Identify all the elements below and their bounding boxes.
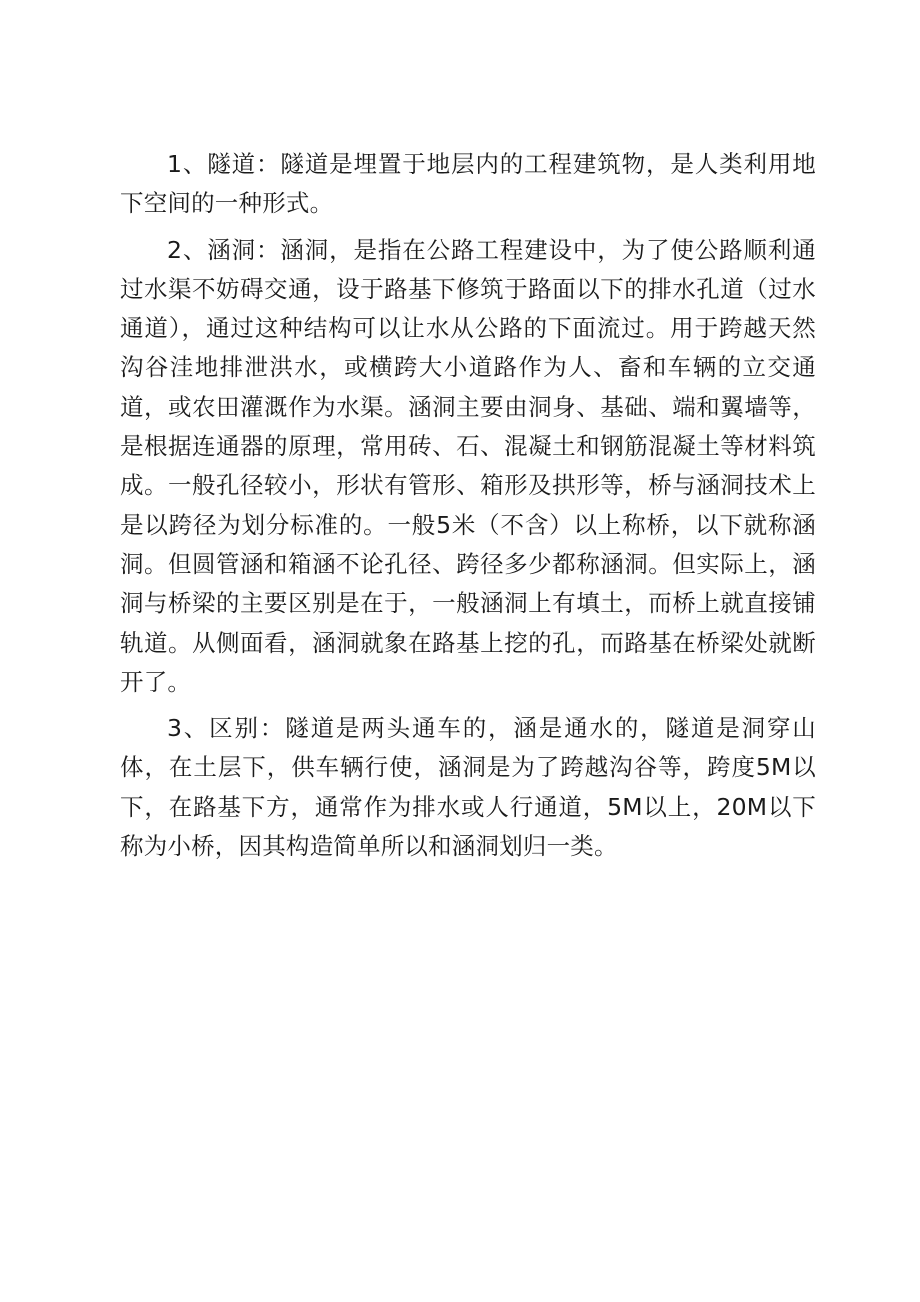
paragraph-culvert: 2、涵洞：涵洞，是指在公路工程建设中，为了使公路顺利通过水渠不妨碍交通，设于路基下修筑于路面以下的排水孔道（过水通道），通过这种结构可以让水从公路的下面流过。用于跨越天然沟谷洼地排泄洪水，或横跨大小道路作为人、畜和车辆的立交通道，或农田灌溉作为水渠。涵洞主要由洞身、基础、端和翼墙等，是根据连通器的原理，常用砖、石、混凝土和钢筋混凝土等材料筑成。一般孔径较小，形状有管形、箱形及拱形等，桥与涵洞技术上是以跨径为划分标准的。一般5米（不含）以上称桥，以下就称涵洞。但圆管涵和箱涵不论孔径、跨径多少都称涵洞。但实际上，涵洞与桥梁的主要区别是在于，一般涵洞上有填土，而桥上就直接铺轨道。从侧面看，涵洞就象在路基上挖的孔，而路基在桥梁处就断开了。 [120,235,816,696]
paragraph-tunnel: 1、隧道：隧道是埋置于地层内的工程建筑物，是人类利用地下空间的一种形式。 [120,150,816,218]
paragraph-difference: 3、区别：隧道是两头通车的，涵是通水的，隧道是洞穿山体，在土层下，供车辆行使，涵洞是为了跨越沟谷等，跨度5M以下，在路基下方，通常作为排水或人行通道，5M以上，20M以下称为小桥，因其构造简单所以和涵洞划归一类。 [120,714,816,861]
document-body [120,145,816,873]
